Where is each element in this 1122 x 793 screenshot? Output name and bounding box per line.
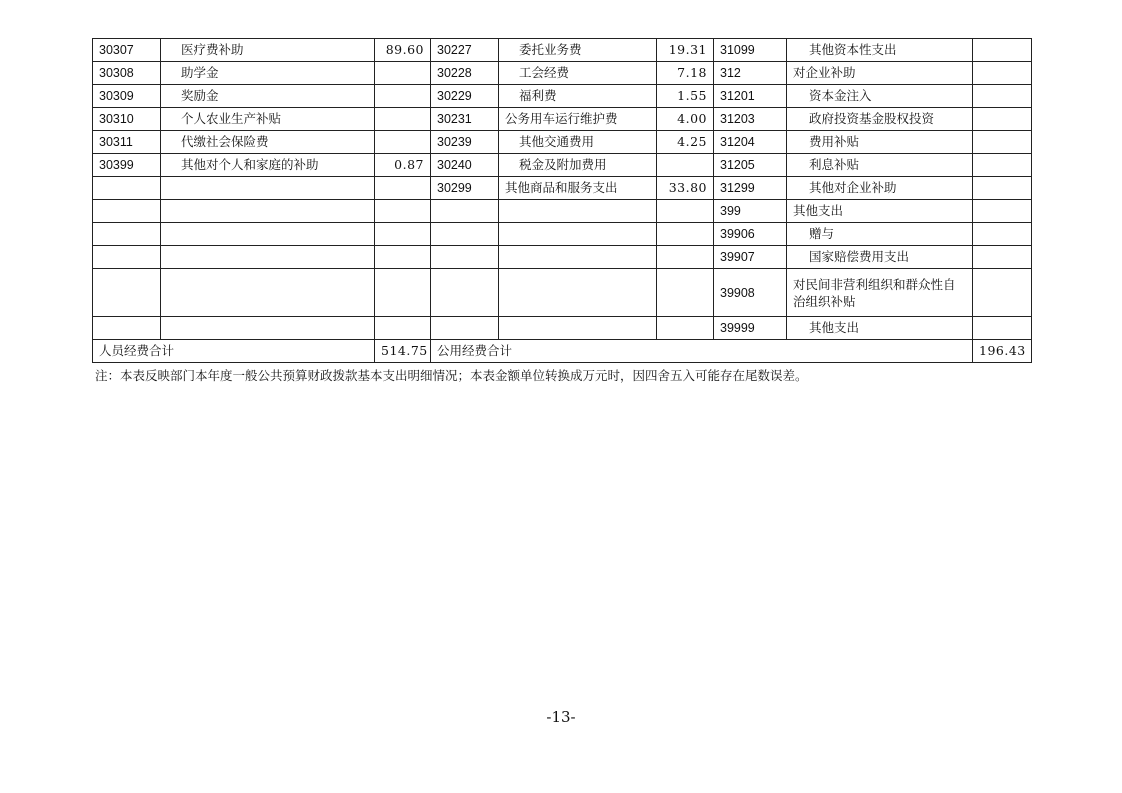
item-name-cell: 其他支出 xyxy=(787,200,973,223)
table-row xyxy=(93,177,1032,200)
code-cell xyxy=(431,200,499,223)
amount-cell xyxy=(973,177,1032,200)
amount-cell: 89.60 xyxy=(375,39,431,62)
item-name-cell: 代缴社会保险费 xyxy=(161,131,375,154)
table-row xyxy=(93,154,1032,177)
code-cell xyxy=(431,246,499,269)
amount-cell xyxy=(973,108,1032,131)
item-name-cell: 助学金 xyxy=(161,62,375,85)
code-cell: 30229 xyxy=(431,85,499,108)
table-row xyxy=(93,317,1032,340)
code-cell: 312 xyxy=(714,62,787,85)
item-name-cell: 其他资本性支出 xyxy=(787,39,973,62)
amount-cell xyxy=(375,131,431,154)
table-row xyxy=(93,85,1032,108)
item-name-cell xyxy=(161,317,375,340)
amount-cell xyxy=(973,269,1032,317)
item-name-cell: 福利费 xyxy=(499,85,657,108)
amount-cell xyxy=(657,200,714,223)
totals-row xyxy=(93,340,1032,363)
item-name-cell xyxy=(499,200,657,223)
code-cell: 30227 xyxy=(431,39,499,62)
item-name-cell: 其他支出 xyxy=(787,317,973,340)
amount-cell: 4.25 xyxy=(657,131,714,154)
amount-cell xyxy=(973,223,1032,246)
item-name-cell: 利息补贴 xyxy=(787,154,973,177)
code-cell: 31201 xyxy=(714,85,787,108)
amount-cell: 1.55 xyxy=(657,85,714,108)
amount-cell xyxy=(973,317,1032,340)
code-cell: 31299 xyxy=(714,177,787,200)
item-name-cell: 对民间非营利组织和群众性自治组织补贴 xyxy=(787,269,973,317)
code-cell: 39908 xyxy=(714,269,787,317)
item-name-cell xyxy=(499,317,657,340)
item-name-cell: 赠与 xyxy=(787,223,973,246)
code-cell xyxy=(93,317,161,340)
amount-cell xyxy=(657,317,714,340)
amount-cell xyxy=(375,108,431,131)
item-name-cell: 资本金注入 xyxy=(787,85,973,108)
item-name-cell xyxy=(161,269,375,317)
amount-cell xyxy=(375,200,431,223)
code-cell: 39907 xyxy=(714,246,787,269)
item-name-cell: 其他对个人和家庭的补助 xyxy=(161,154,375,177)
amount-cell: 0.87 xyxy=(375,154,431,177)
item-name-cell: 工会经费 xyxy=(499,62,657,85)
amount-cell xyxy=(973,39,1032,62)
amount-cell xyxy=(973,85,1032,108)
code-cell xyxy=(93,200,161,223)
amount-cell xyxy=(973,246,1032,269)
amount-cell xyxy=(973,154,1032,177)
amount-cell xyxy=(657,154,714,177)
item-name-cell: 税金及附加费用 xyxy=(499,154,657,177)
code-cell xyxy=(93,223,161,246)
amount-cell: 19.31 xyxy=(657,39,714,62)
code-cell: 30308 xyxy=(93,62,161,85)
amount-cell xyxy=(375,177,431,200)
item-name-cell: 医疗费补助 xyxy=(161,39,375,62)
item-name-cell: 国家赔偿费用支出 xyxy=(787,246,973,269)
code-cell: 30231 xyxy=(431,108,499,131)
code-cell: 30309 xyxy=(93,85,161,108)
code-cell xyxy=(431,269,499,317)
personnel-total-label: 人员经费合计 xyxy=(93,340,375,363)
amount-cell xyxy=(375,317,431,340)
item-name-cell: 公务用车运行维护费 xyxy=(499,108,657,131)
amount-cell: 7.18 xyxy=(657,62,714,85)
code-cell: 30299 xyxy=(431,177,499,200)
item-name-cell: 政府投资基金股权投资 xyxy=(787,108,973,131)
code-cell: 30239 xyxy=(431,131,499,154)
amount-cell xyxy=(973,200,1032,223)
amount-cell: 33.80 xyxy=(657,177,714,200)
code-cell xyxy=(93,246,161,269)
page-number: -13- xyxy=(546,708,576,726)
item-name-cell: 其他对企业补助 xyxy=(787,177,973,200)
amount-cell xyxy=(657,223,714,246)
item-name-cell xyxy=(161,200,375,223)
code-cell xyxy=(93,269,161,317)
expenditure-detail-table xyxy=(92,38,1032,363)
amount-cell xyxy=(973,62,1032,85)
amount-cell xyxy=(375,85,431,108)
item-name-cell: 个人农业生产补贴 xyxy=(161,108,375,131)
code-cell xyxy=(431,223,499,246)
code-cell: 399 xyxy=(714,200,787,223)
public-total-label: 公用经费合计 xyxy=(431,340,973,363)
item-name-cell xyxy=(499,223,657,246)
table-row xyxy=(93,223,1032,246)
item-name-cell xyxy=(499,269,657,317)
code-cell: 30307 xyxy=(93,39,161,62)
item-name-cell xyxy=(161,177,375,200)
code-cell: 39906 xyxy=(714,223,787,246)
item-name-cell xyxy=(161,246,375,269)
code-cell: 30310 xyxy=(93,108,161,131)
item-name-cell: 奖励金 xyxy=(161,85,375,108)
code-cell: 31099 xyxy=(714,39,787,62)
code-cell xyxy=(431,317,499,340)
table-row xyxy=(93,39,1032,62)
table-footnote: 注：本表反映部门本年度一般公共预算财政拨款基本支出明细情况；本表金额单位转换成万元时，因四舍五入可能存在尾数误差。 xyxy=(95,368,808,383)
item-name-cell: 费用补贴 xyxy=(787,131,973,154)
table-row xyxy=(93,200,1032,223)
amount-cell xyxy=(375,223,431,246)
item-name-cell: 其他商品和服务支出 xyxy=(499,177,657,200)
item-name-cell: 委托业务费 xyxy=(499,39,657,62)
code-cell: 31205 xyxy=(714,154,787,177)
amount-cell xyxy=(657,246,714,269)
public-total-amount: 196.43 xyxy=(973,340,1032,363)
item-name-cell xyxy=(161,223,375,246)
amount-cell xyxy=(375,246,431,269)
code-cell: 30240 xyxy=(431,154,499,177)
table-row xyxy=(93,269,1032,317)
code-cell: 30228 xyxy=(431,62,499,85)
table-row xyxy=(93,108,1032,131)
code-cell xyxy=(93,177,161,200)
personnel-total-amount: 514.75 xyxy=(375,340,431,363)
amount-cell xyxy=(375,269,431,317)
table-row xyxy=(93,131,1032,154)
code-cell: 31203 xyxy=(714,108,787,131)
amount-cell xyxy=(973,131,1032,154)
amount-cell xyxy=(375,62,431,85)
code-cell: 39999 xyxy=(714,317,787,340)
code-cell: 31204 xyxy=(714,131,787,154)
amount-cell xyxy=(657,269,714,317)
code-cell: 30311 xyxy=(93,131,161,154)
table-row xyxy=(93,246,1032,269)
item-name-cell xyxy=(499,246,657,269)
code-cell: 30399 xyxy=(93,154,161,177)
item-name-cell: 其他交通费用 xyxy=(499,131,657,154)
amount-cell: 4.00 xyxy=(657,108,714,131)
table-row xyxy=(93,62,1032,85)
item-name-cell: 对企业补助 xyxy=(787,62,973,85)
